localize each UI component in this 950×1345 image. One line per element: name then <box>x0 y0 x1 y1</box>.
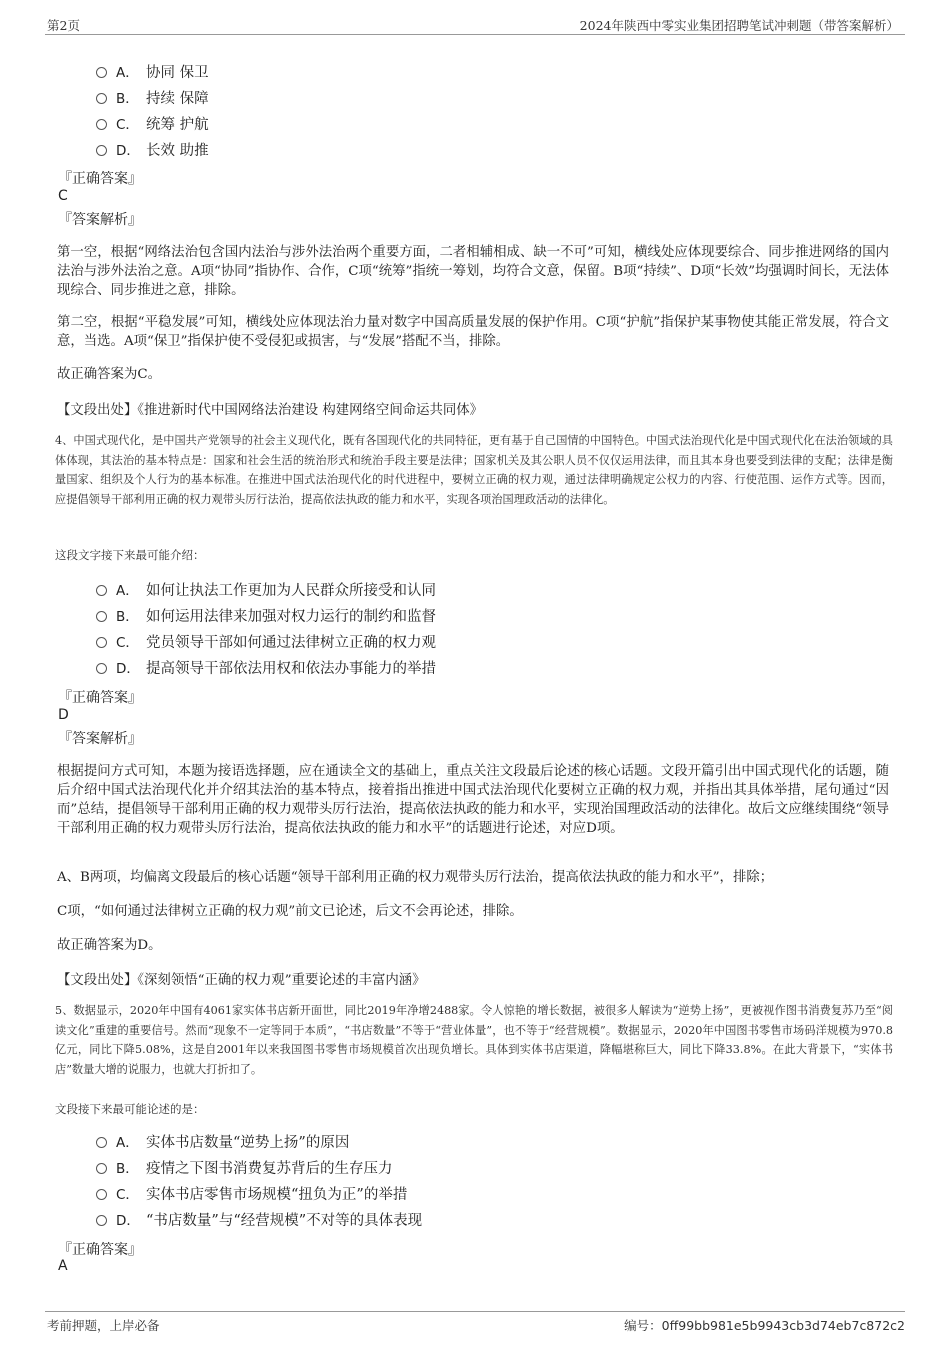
q4-prompt: 这段文字接下来最可能介绍： <box>55 548 205 562</box>
q5-option-b[interactable]: B． 疫情之下图书消费复苏背后的生存压力 <box>96 1156 422 1182</box>
page-header <box>45 14 905 35</box>
q5-stem: 5、数据显示，2020年中国有4061家实体书店新开面世，同比2019年净增2488家。令人惊艳的增长数据，被很多人解读为“逆势上扬”，更被视作图书消费复苏乃至“阅读文化”重建的重要信号。然而“现象不一定等同于本质”，“书店数量”不等于“营业体量”，也不等于“经营规模”。数据显示，2020年中国图书零售市场码洋规模为970.8亿元，同比下降5.08%，这是自2001年以来我国图书零售市场规模首次出现负增长。具体到实体书店渠道，降幅堪称巨大，同比下降33.8%。在此大背景下，“实体书店”数量大增的说服力，也就大打折扣了。 <box>55 1004 893 1076</box>
radio-icon[interactable] <box>96 1163 107 1174</box>
radio-icon[interactable] <box>96 119 107 130</box>
q4-analysis-paragraph: C项，“如何通过法律树立正确的权力观”前文已论述，后文不会再论述，排除。 <box>57 904 523 919</box>
q3-option-b[interactable]: B． 持续 保障 <box>96 86 209 112</box>
radio-icon[interactable] <box>96 1137 107 1148</box>
q5-option-a[interactable]: A． 实体书店数量“逆势上扬”的原因 <box>96 1130 422 1156</box>
q4-option-a[interactable]: A． 如何让执法工作更加为人民群众所接受和认同 <box>96 578 436 604</box>
q3-option-d[interactable]: D． 长效 助推 <box>96 138 209 164</box>
q4-answer-label: 『正确答案』 <box>58 690 142 706</box>
q4-answer: D <box>58 707 69 723</box>
page-number: 第2页 <box>47 18 80 33</box>
page-footer <box>45 1311 905 1332</box>
document-id: 编号：0ff99bb981e5b9943cb3d74eb7c872c2 <box>624 1318 905 1333</box>
q3-option-a[interactable]: A． 协同 保卫 <box>96 60 209 86</box>
radio-icon[interactable] <box>96 585 107 596</box>
q3-options <box>96 60 209 164</box>
q4-option-c[interactable]: C． 党员领导干部如何通过法律树立正确的权力观 <box>96 630 436 656</box>
q4-options <box>96 578 436 682</box>
radio-icon[interactable] <box>96 1215 107 1226</box>
q4-source: 【文段出处】《深刻领悟“正确的权力观”重要论述的丰富内涵》 <box>57 973 426 988</box>
q4-analysis-paragraph: A、B两项，均偏离文段最后的核心话题“领导干部利用正确的权力观带头厉行法治，提高依法执政的能力和水平”，排除； <box>57 870 774 885</box>
q5-option-c[interactable]: C． 实体书店零售市场规模“扭负为正”的举措 <box>96 1182 422 1208</box>
q5-option-d[interactable]: D． “书店数量”与“经营规模”不对等的具体表现 <box>96 1208 422 1234</box>
radio-icon[interactable] <box>96 637 107 648</box>
document-title: 2024年陕西中零实业集团招聘笔试冲刺题（带答案解析） <box>579 18 899 33</box>
radio-icon[interactable] <box>96 663 107 674</box>
q4-stem: 4、中国式现代化，是中国共产党领导的社会主义现代化，既有各国现代化的共同特征，更有基于自己国情的中国特色。中国式法治现代化是中国式现代化在法治领域的具体体现，其法治的基本特点是：国家和社会生活的统治形式和统治手段主要是法律；国家机关及其公职人员不仅仅运用法律，而且其本身也要受到法律的支配；法律是衡量国家、组织及个人行为的基本标准。在推进中国式法治现代化的时代进程中，要树立正确的权力观，通过法律明确规定公权力的内容、行使范围、运作方式等。因而，应提倡领导干部利用正确的权力观带头厉行法治，提高依法执政的能力和水平，实现各项治国理政活动的法律化。 <box>55 434 893 506</box>
q3-analysis-conclusion: 故正确答案为C。 <box>57 367 161 382</box>
q3-analysis-label: 『答案解析』 <box>58 212 142 228</box>
q4-analysis-conclusion: 故正确答案为D。 <box>57 938 162 953</box>
radio-icon[interactable] <box>96 611 107 622</box>
q5-options <box>96 1130 422 1234</box>
q5-answer-label: 『正确答案』 <box>58 1242 142 1258</box>
q5-prompt: 文段接下来最可能论述的是： <box>55 1102 205 1116</box>
q3-option-c[interactable]: C． 统筹 护航 <box>96 112 209 138</box>
q3-answer: C <box>58 188 68 204</box>
radio-icon[interactable] <box>96 93 107 104</box>
q5-answer: A <box>58 1258 68 1274</box>
radio-icon[interactable] <box>96 1189 107 1200</box>
q4-analysis-paragraph: 根据提问方式可知，本题为接语选择题，应在通读全文的基础上，重点关注文段最后论述的核心话题。文段开篇引出中国式现代化的话题，随后介绍中国式法治现代化并介绍其法治的基本特点，接着指出推进中国式法治现代化要树立正确的权力观，并指出其具体举措，尾句通过“因而”总结，提倡领导干部利用正确的权力观带头厉行法治，提高依法执政的能力和水平，实现治国理政活动的法律化。故后文应继续围绕“领导干部利用正确的权力观带头厉行法治，提高依法执政的能力和水平”的话题进行论述，对应D项。 <box>57 764 889 836</box>
q3-analysis-paragraph: 第二空，根据“平稳发展”可知，横线处应体现法治力量对数字中国高质量发展的保护作用。C项“护航”指保护某事物使其能正常发展，符合文意，当选。A项“保卫”指保护使不受侵犯或损害，与“发展”搭配不当，排除。 <box>57 315 889 349</box>
q4-option-b[interactable]: B． 如何运用法律来加强对权力运行的制约和监督 <box>96 604 436 630</box>
radio-icon[interactable] <box>96 67 107 78</box>
radio-icon[interactable] <box>96 145 107 156</box>
q3-answer-label: 『正确答案』 <box>58 171 142 187</box>
footer-slogan: 考前押题，上岸必备 <box>47 1318 160 1333</box>
q3-source: 【文段出处】《推进新时代中国网络法治建设 构建网络空间命运共同体》 <box>57 403 484 418</box>
q3-analysis-paragraph: 第一空，根据“网络法治包含国内法治与涉外法治两个重要方面，二者相辅相成、缺一不可”可知，横线处应体现要综合、同步推进网络的国内法治与涉外法治之意。A项“协同”指协作、合作，C项“统筹”指统一筹划，均符合文意，保留。B项“持续”、D项“长效”均强调时间长，无法体现综合、同步推进之意，排除。 <box>57 245 889 298</box>
q4-option-d[interactable]: D． 提高领导干部依法用权和依法办事能力的举措 <box>96 656 436 682</box>
q4-analysis-label: 『答案解析』 <box>58 731 142 747</box>
